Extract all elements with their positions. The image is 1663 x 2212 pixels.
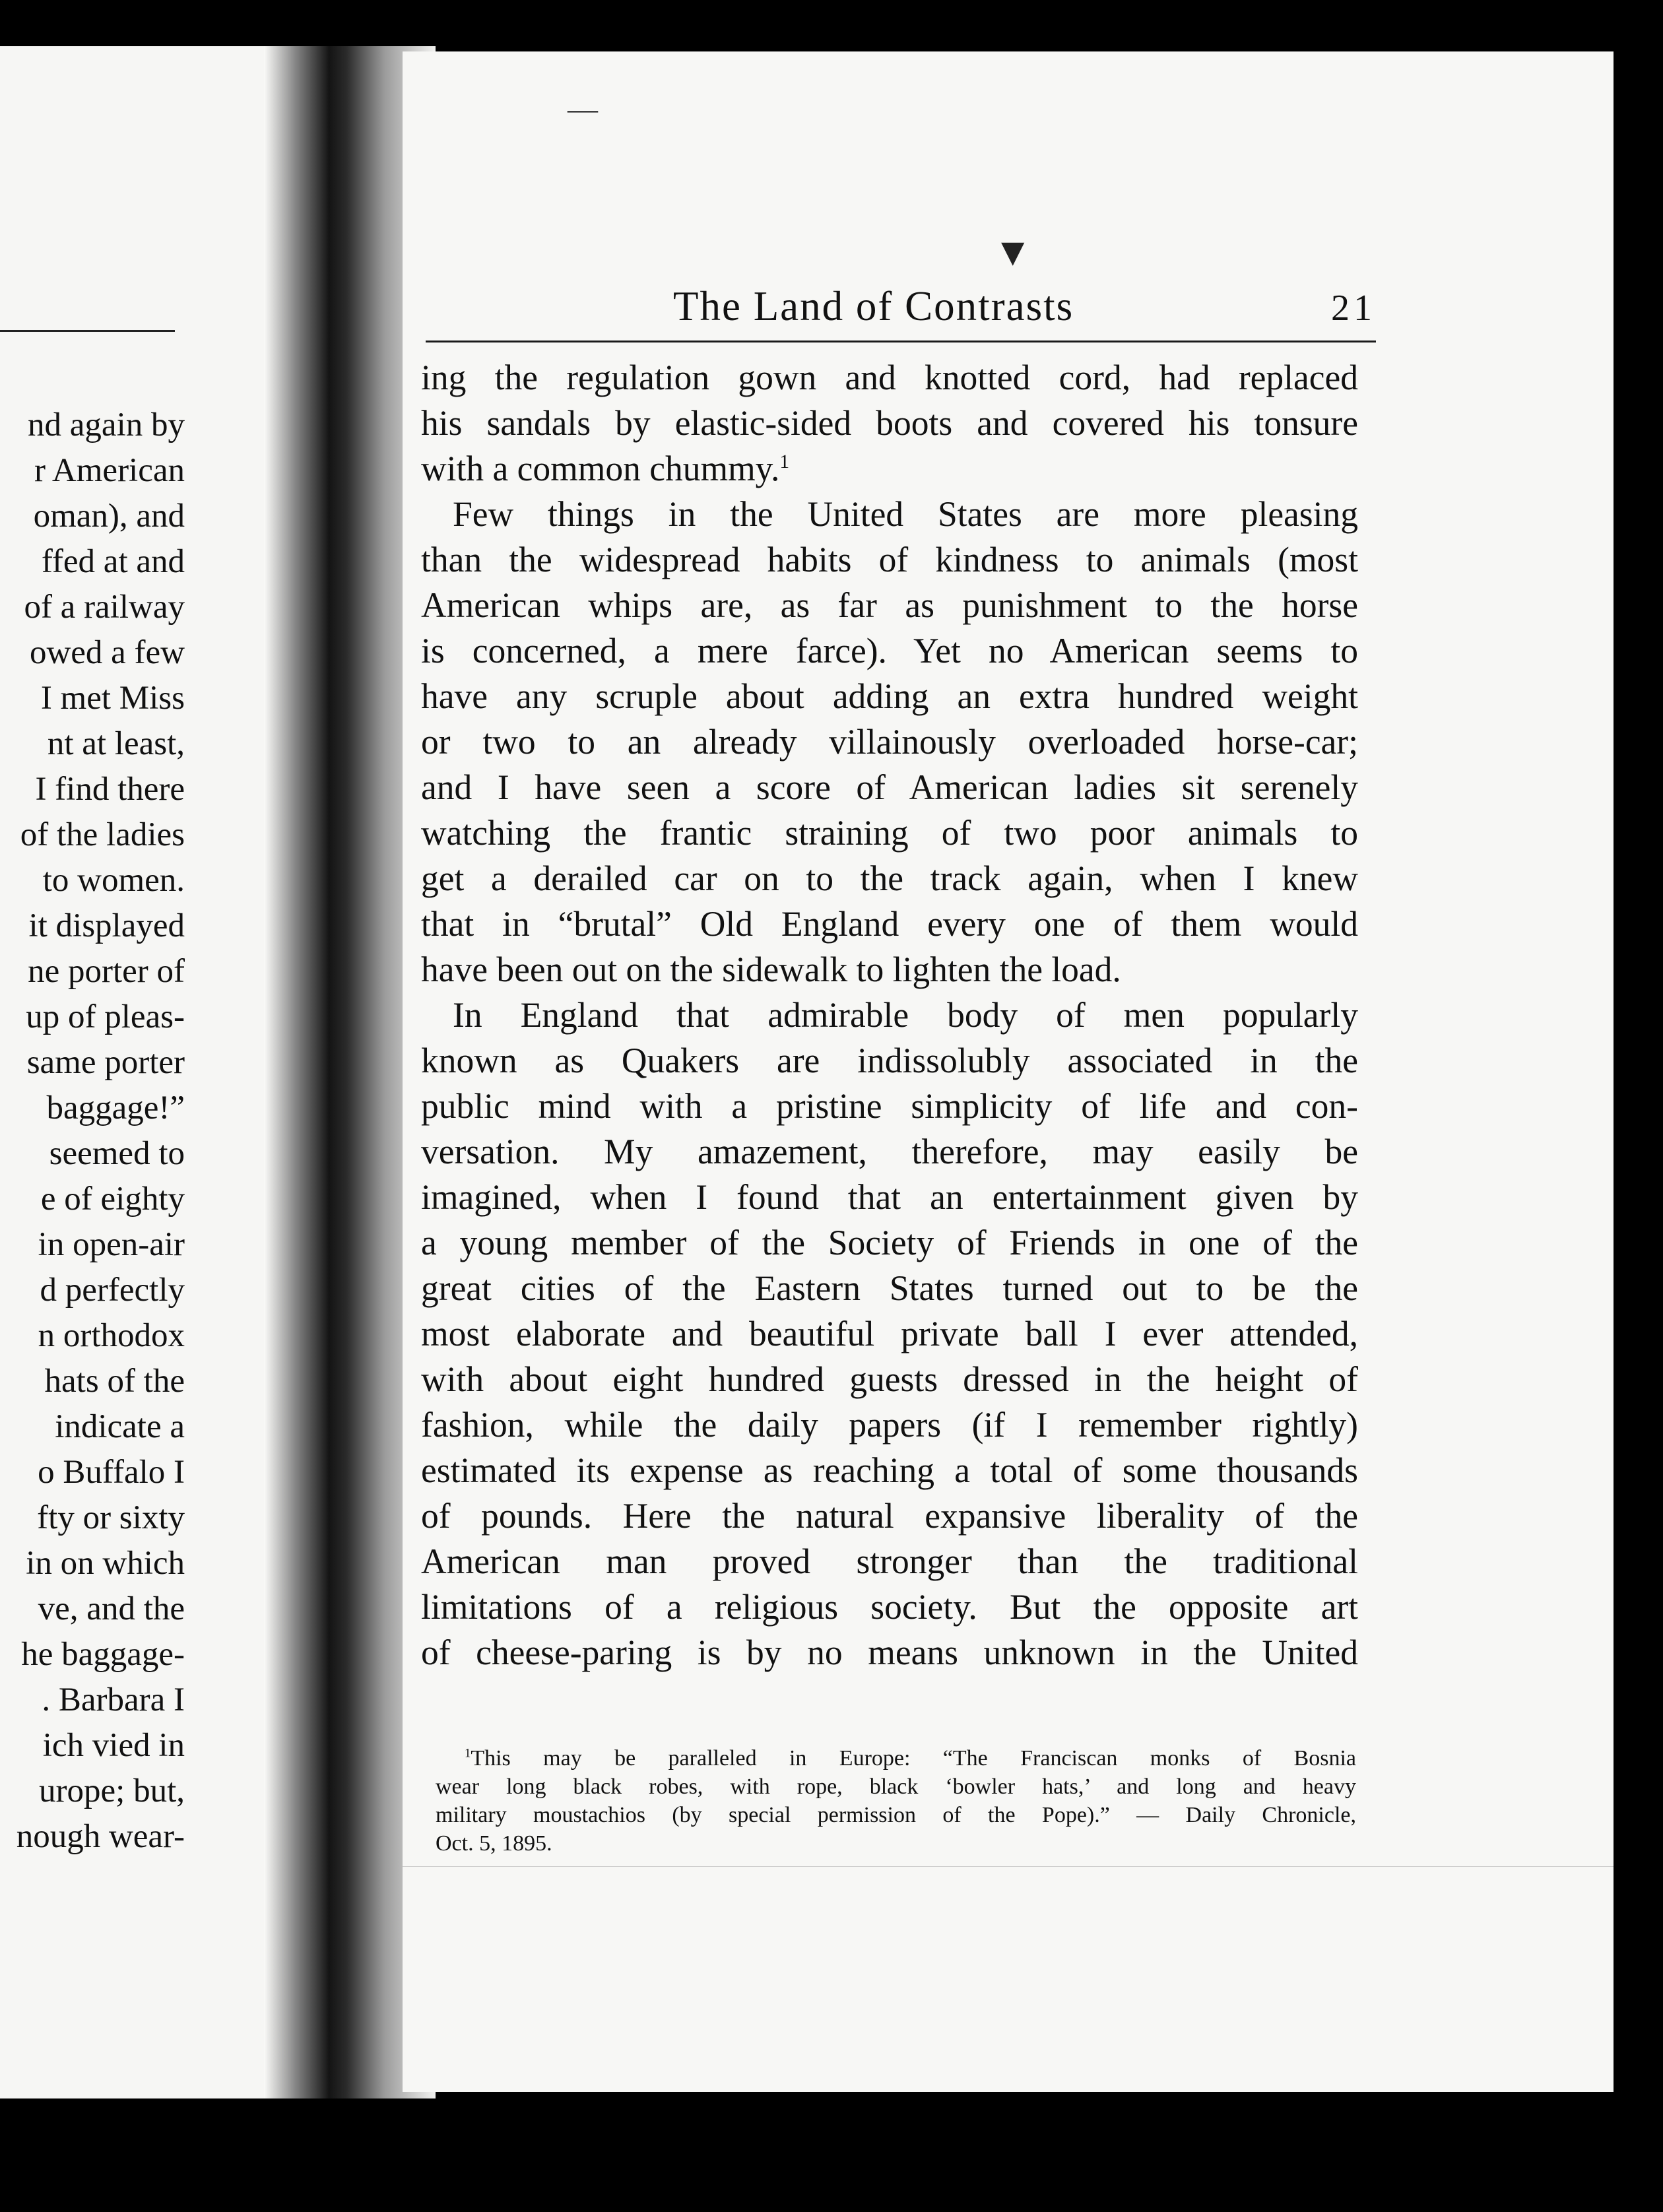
left-line: in on which bbox=[26, 1545, 185, 1582]
left-line: I met Miss bbox=[40, 680, 185, 717]
left-line: of a railway bbox=[24, 589, 185, 626]
left-line: ich vied in bbox=[42, 1727, 185, 1764]
text-line: American whips are, as far as punishment to the horse bbox=[421, 585, 1358, 625]
left-line: ffed at and bbox=[41, 543, 185, 580]
text-line: most elaborate and beautiful private ball I ever attended, bbox=[421, 1314, 1358, 1353]
footnote-line: Oct. 5, 1895. bbox=[436, 1831, 552, 1856]
left-line: oman), and bbox=[33, 498, 185, 535]
left-line: to women. bbox=[42, 862, 185, 899]
text-line: known as Quakers are indissolubly associated in the bbox=[421, 1041, 1358, 1080]
left-line: I find there bbox=[35, 771, 185, 808]
running-title: The Land of Contrasts bbox=[673, 283, 1074, 329]
left-line: nt at least, bbox=[47, 725, 185, 762]
text-line: of pounds. Here the natural expansive liberality of the bbox=[421, 1496, 1358, 1536]
text-line: is concerned, a mere farce). Yet no American seems to bbox=[421, 631, 1358, 670]
left-line: urope; but, bbox=[39, 1773, 185, 1809]
text-line: get a derailed car on to the track again, when I knew bbox=[421, 859, 1358, 898]
footnote bbox=[436, 1744, 1356, 1858]
left-line: it displayed bbox=[28, 907, 185, 944]
ink-blot: ▼ bbox=[993, 230, 1033, 274]
left-line: owed a few bbox=[29, 634, 185, 671]
text-line: public mind with a pristine simplicity of life and con- bbox=[421, 1086, 1358, 1126]
scan-border-right bbox=[1614, 0, 1663, 2212]
text-line: have been out on the sidewalk to lighten the load. bbox=[421, 950, 1121, 989]
text-line: great cities of the Eastern States turned out to be the bbox=[421, 1268, 1358, 1308]
text-line: his sandals by elastic-sided boots and covered his tonsure bbox=[421, 403, 1358, 443]
footnote-line: $^1$This may be paralleled in Europe: “The Franciscan monks of Bosnia bbox=[465, 1746, 1356, 1771]
header-rule bbox=[426, 341, 1376, 342]
text-line: and I have seen a score of American ladies sit serenely bbox=[421, 767, 1358, 807]
left-page-rule bbox=[0, 330, 175, 332]
running-head bbox=[426, 282, 1376, 331]
left-line: same porter bbox=[26, 1044, 185, 1081]
page-fold bbox=[403, 1866, 1614, 1867]
footnote-line: military moustachios (by special permission of the Pope).” — Daily Chronicle, bbox=[436, 1803, 1356, 1827]
text-line: watching the frantic straining of two poor animals to bbox=[421, 813, 1358, 853]
text-line: than the widespread habits of kindness to animals (most bbox=[421, 540, 1358, 579]
right-page bbox=[403, 51, 1614, 2092]
scan-border-bottom bbox=[0, 2098, 1663, 2212]
text-line: fashion, while the daily papers (if I remember rightly) bbox=[421, 1405, 1358, 1445]
text-line: American man proved stronger than the traditional bbox=[421, 1542, 1358, 1581]
text-line: limitations of a religious society. But the opposite art bbox=[421, 1587, 1358, 1627]
text-line: or two to an already villainously overloaded horse-car; bbox=[421, 722, 1358, 762]
left-line: he baggage- bbox=[21, 1636, 185, 1673]
text-line: estimated its expense as reaching a total of some thousands bbox=[421, 1450, 1358, 1490]
left-line: o Buffalo I bbox=[38, 1454, 185, 1491]
left-line: n orthodox bbox=[38, 1317, 185, 1354]
text-line: with a common chummy. bbox=[421, 449, 780, 488]
footnote-line: wear long black robes, with rope, black ‘bowler hats,’ and long and heavy bbox=[436, 1774, 1356, 1799]
text-line: that in “brutal” Old England every one of them would bbox=[421, 904, 1358, 944]
left-line: nd again by bbox=[28, 407, 185, 443]
text-line: of cheese-paring is by no means unknown in the United bbox=[421, 1633, 1358, 1672]
footnote-marker: 1 bbox=[465, 1746, 471, 1761]
left-line: seemed to bbox=[49, 1135, 185, 1172]
left-page-text bbox=[0, 403, 185, 1860]
left-line: ve, and the bbox=[38, 1590, 185, 1627]
left-line: r American bbox=[34, 452, 185, 489]
left-line: of the ladies bbox=[20, 816, 185, 853]
scan-speck: ― bbox=[568, 92, 598, 125]
body-text bbox=[421, 355, 1358, 1675]
text-line-with-footnote bbox=[421, 446, 1358, 492]
left-line: indicate a bbox=[55, 1408, 185, 1445]
left-line: fty or sixty bbox=[37, 1499, 185, 1536]
text-line: with about eight hundred guests dressed in the height of bbox=[421, 1359, 1358, 1399]
left-line: e of eighty bbox=[40, 1181, 185, 1218]
left-line: up of pleas- bbox=[26, 998, 185, 1035]
paragraph-start: In England that admirable body of men popularly bbox=[453, 995, 1358, 1035]
left-line: . Barbara I bbox=[42, 1681, 185, 1718]
text-line: versation. My amazement, therefore, may easily be bbox=[421, 1132, 1358, 1171]
page-number: 21 bbox=[1331, 288, 1376, 329]
text-line: a young member of the Society of Friends in one of the bbox=[421, 1223, 1358, 1262]
footnote-reference: 1 bbox=[779, 451, 790, 473]
left-line: ne porter of bbox=[28, 953, 185, 990]
left-line: d perfectly bbox=[40, 1272, 185, 1309]
text-line: ing the regulation gown and knotted cord, had replaced bbox=[421, 358, 1358, 397]
text-line: have any scruple about adding an extra hundred weight bbox=[421, 676, 1358, 716]
left-line: hats of the bbox=[44, 1363, 185, 1400]
left-line: in open-air bbox=[38, 1226, 185, 1263]
text-line: imagined, when I found that an entertainment given by bbox=[421, 1177, 1358, 1217]
paragraph-start: Few things in the United States are more pleasing bbox=[453, 494, 1358, 534]
left-line: nough wear- bbox=[16, 1818, 185, 1855]
left-line: baggage!” bbox=[46, 1090, 185, 1126]
